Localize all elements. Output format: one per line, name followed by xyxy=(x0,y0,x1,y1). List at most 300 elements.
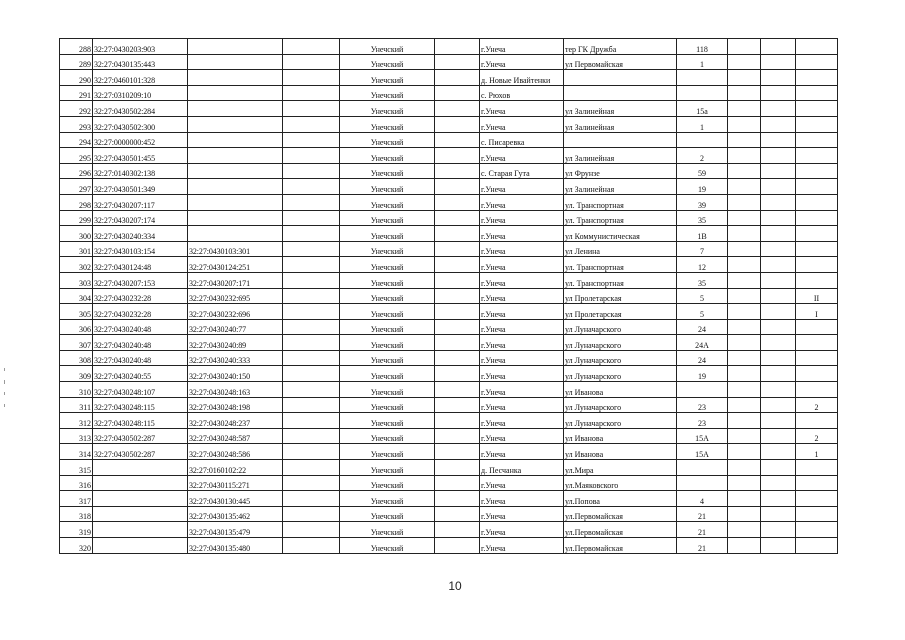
empty-cell xyxy=(728,350,761,366)
street-cell: ул Иванова xyxy=(564,382,677,398)
land-cadastral-number-cell: 32:27:0430232:28 xyxy=(93,304,188,320)
empty-cell xyxy=(761,522,796,538)
row-number-cell: 299 xyxy=(60,210,93,226)
row-number-cell: 315 xyxy=(60,460,93,476)
land-cadastral-number-cell: 32:27:0430207:153 xyxy=(93,272,188,288)
district-cell: Унечский xyxy=(340,288,435,304)
apartment-number-cell: 2 xyxy=(796,428,838,444)
empty-cell xyxy=(435,319,480,335)
house-number-cell: 19 xyxy=(677,179,728,195)
apartment-number-cell xyxy=(796,70,838,86)
district-cell: Унечский xyxy=(340,226,435,242)
district-cell: Унечский xyxy=(340,210,435,226)
locality-cell: г.Унеча xyxy=(480,319,564,335)
building-cadastral-number-cell xyxy=(188,132,283,148)
building-cadastral-number-cell: 32:27:0430115:271 xyxy=(188,475,283,491)
table-row xyxy=(60,428,838,444)
locality-cell: г.Унеча xyxy=(480,304,564,320)
empty-cell xyxy=(283,506,340,522)
building-cadastral-number-cell: 32:27:0430232:695 xyxy=(188,288,283,304)
empty-cell xyxy=(761,148,796,164)
apartment-number-cell xyxy=(796,39,838,55)
district-cell: Унечский xyxy=(340,444,435,460)
empty-cell xyxy=(761,54,796,70)
scan-margin-mark xyxy=(4,368,5,371)
table-row xyxy=(60,148,838,164)
building-cadastral-number-cell: 32:27:0430135:479 xyxy=(188,522,283,538)
apartment-number-cell xyxy=(796,54,838,70)
building-cadastral-number-cell: 32:27:0430240:89 xyxy=(188,335,283,351)
building-cadastral-number-cell xyxy=(188,163,283,179)
locality-cell: г.Унеча xyxy=(480,194,564,210)
table-row xyxy=(60,210,838,226)
empty-cell xyxy=(728,506,761,522)
row-number-cell: 312 xyxy=(60,413,93,429)
empty-cell xyxy=(728,101,761,117)
land-cadastral-number-cell: 32:27:0430240:48 xyxy=(93,335,188,351)
building-cadastral-number-cell: 32:27:0430248:198 xyxy=(188,397,283,413)
table-row xyxy=(60,39,838,55)
row-number-cell: 300 xyxy=(60,226,93,242)
building-cadastral-number-cell xyxy=(188,101,283,117)
empty-cell xyxy=(728,444,761,460)
locality-cell: г.Унеча xyxy=(480,241,564,257)
row-number-cell: 317 xyxy=(60,491,93,507)
table-row xyxy=(60,413,838,429)
locality-cell: г.Унеча xyxy=(480,101,564,117)
empty-cell xyxy=(761,70,796,86)
land-cadastral-number-cell: 32:27:0430240:48 xyxy=(93,350,188,366)
row-number-cell: 314 xyxy=(60,444,93,460)
empty-cell xyxy=(728,366,761,382)
house-number-cell: 23 xyxy=(677,413,728,429)
empty-cell xyxy=(435,241,480,257)
building-cadastral-number-cell xyxy=(188,210,283,226)
locality-cell: г.Унеча xyxy=(480,350,564,366)
empty-cell xyxy=(435,538,480,554)
row-number-cell: 310 xyxy=(60,382,93,398)
table-row xyxy=(60,257,838,273)
apartment-number-cell xyxy=(796,522,838,538)
empty-cell xyxy=(728,54,761,70)
empty-cell xyxy=(728,39,761,55)
house-number-cell: 4 xyxy=(677,491,728,507)
street-cell: ул.Первомайская xyxy=(564,538,677,554)
empty-cell xyxy=(728,132,761,148)
empty-cell xyxy=(283,397,340,413)
district-cell: Унечский xyxy=(340,257,435,273)
empty-cell xyxy=(435,444,480,460)
street-cell: ул Иванова xyxy=(564,444,677,460)
empty-cell xyxy=(435,397,480,413)
row-number-cell: 319 xyxy=(60,522,93,538)
apartment-number-cell xyxy=(796,148,838,164)
empty-cell xyxy=(761,460,796,476)
empty-cell xyxy=(728,179,761,195)
building-cadastral-number-cell xyxy=(188,148,283,164)
building-cadastral-number-cell xyxy=(188,179,283,195)
empty-cell xyxy=(435,54,480,70)
land-cadastral-number-cell: 32:27:0430248:107 xyxy=(93,382,188,398)
land-cadastral-number-cell: 32:27:0140302:138 xyxy=(93,163,188,179)
empty-cell xyxy=(283,116,340,132)
empty-cell xyxy=(435,522,480,538)
locality-cell: г.Унеча xyxy=(480,257,564,273)
empty-cell xyxy=(761,366,796,382)
district-cell: Унечский xyxy=(340,132,435,148)
table-row xyxy=(60,163,838,179)
locality-cell: г.Унеча xyxy=(480,288,564,304)
land-cadastral-number-cell: 32:27:0460101:328 xyxy=(93,70,188,86)
district-cell: Унечский xyxy=(340,350,435,366)
district-cell: Унечский xyxy=(340,460,435,476)
empty-cell xyxy=(435,413,480,429)
table-row xyxy=(60,506,838,522)
street-cell: ул. Транспортная xyxy=(564,257,677,273)
empty-cell xyxy=(283,101,340,117)
scan-margin-mark xyxy=(4,404,5,407)
empty-cell xyxy=(761,194,796,210)
apartment-number-cell xyxy=(796,382,838,398)
house-number-cell: 15А xyxy=(677,428,728,444)
empty-cell xyxy=(435,366,480,382)
street-cell: ул. Транспортная xyxy=(564,272,677,288)
empty-cell xyxy=(728,70,761,86)
row-number-cell: 288 xyxy=(60,39,93,55)
apartment-number-cell xyxy=(796,319,838,335)
apartment-number-cell xyxy=(796,257,838,273)
table-row xyxy=(60,319,838,335)
empty-cell xyxy=(283,491,340,507)
empty-cell xyxy=(435,226,480,242)
empty-cell xyxy=(283,132,340,148)
building-cadastral-number-cell xyxy=(188,85,283,101)
table-row xyxy=(60,304,838,320)
empty-cell xyxy=(728,319,761,335)
empty-cell xyxy=(761,272,796,288)
street-cell: ул. Транспортная xyxy=(564,210,677,226)
street-cell: ул Залинейная xyxy=(564,101,677,117)
row-number-cell: 304 xyxy=(60,288,93,304)
empty-cell xyxy=(728,226,761,242)
land-cadastral-number-cell: 32:27:0430203:903 xyxy=(93,39,188,55)
house-number-cell: 1В xyxy=(677,226,728,242)
land-cadastral-number-cell: 32:27:0430502:287 xyxy=(93,444,188,460)
district-cell: Унечский xyxy=(340,491,435,507)
locality-cell: г.Унеча xyxy=(480,538,564,554)
empty-cell xyxy=(435,194,480,210)
apartment-number-cell xyxy=(796,475,838,491)
empty-cell xyxy=(283,428,340,444)
empty-cell xyxy=(435,116,480,132)
building-cadastral-number-cell: 32:27:0430232:696 xyxy=(188,304,283,320)
street-cell: ул Первомайская xyxy=(564,54,677,70)
land-cadastral-number-cell: 32:27:0430240:334 xyxy=(93,226,188,242)
house-number-cell: 21 xyxy=(677,506,728,522)
street-cell: ул Луначарского xyxy=(564,319,677,335)
house-number-cell: 15А xyxy=(677,444,728,460)
row-number-cell: 290 xyxy=(60,70,93,86)
house-number-cell: 23 xyxy=(677,397,728,413)
district-cell: Унечский xyxy=(340,241,435,257)
empty-cell xyxy=(283,382,340,398)
table-row xyxy=(60,382,838,398)
locality-cell: г.Унеча xyxy=(480,506,564,522)
district-cell: Унечский xyxy=(340,475,435,491)
apartment-number-cell xyxy=(796,163,838,179)
empty-cell xyxy=(728,335,761,351)
page-number: 10 xyxy=(448,579,462,593)
empty-cell xyxy=(283,272,340,288)
district-cell: Унечский xyxy=(340,70,435,86)
row-number-cell: 298 xyxy=(60,194,93,210)
apartment-number-cell xyxy=(796,491,838,507)
empty-cell xyxy=(435,210,480,226)
district-cell: Унечский xyxy=(340,272,435,288)
row-number-cell: 301 xyxy=(60,241,93,257)
house-number-cell: 21 xyxy=(677,538,728,554)
street-cell xyxy=(564,70,677,86)
street-cell: ул Луначарского xyxy=(564,366,677,382)
table-row xyxy=(60,460,838,476)
row-number-cell: 306 xyxy=(60,319,93,335)
table-row xyxy=(60,132,838,148)
building-cadastral-number-cell: 32:27:0430124:251 xyxy=(188,257,283,273)
scan-margin-mark xyxy=(4,392,5,395)
district-cell: Унечский xyxy=(340,413,435,429)
district-cell: Унечский xyxy=(340,116,435,132)
street-cell xyxy=(564,132,677,148)
street-cell: ул Залинейная xyxy=(564,179,677,195)
empty-cell xyxy=(435,163,480,179)
empty-cell xyxy=(761,257,796,273)
locality-cell: г.Унеча xyxy=(480,210,564,226)
district-cell: Унечский xyxy=(340,101,435,117)
district-cell: Унечский xyxy=(340,335,435,351)
building-cadastral-number-cell: 32:27:0430103:301 xyxy=(188,241,283,257)
table-row xyxy=(60,475,838,491)
street-cell: ул Коммунистическая xyxy=(564,226,677,242)
land-cadastral-number-cell: 32:27:0430207:117 xyxy=(93,194,188,210)
empty-cell xyxy=(761,413,796,429)
empty-cell xyxy=(761,382,796,398)
locality-cell: г.Унеча xyxy=(480,475,564,491)
building-cadastral-number-cell: 32:27:0430248:163 xyxy=(188,382,283,398)
table-row xyxy=(60,116,838,132)
empty-cell xyxy=(728,428,761,444)
empty-cell xyxy=(283,460,340,476)
building-cadastral-number-cell: 32:27:0430240:150 xyxy=(188,366,283,382)
empty-cell xyxy=(435,101,480,117)
table-row xyxy=(60,226,838,242)
row-number-cell: 294 xyxy=(60,132,93,148)
empty-cell xyxy=(283,413,340,429)
street-cell: ул.Мира xyxy=(564,460,677,476)
row-number-cell: 293 xyxy=(60,116,93,132)
table-row xyxy=(60,85,838,101)
empty-cell xyxy=(761,132,796,148)
land-cadastral-number-cell xyxy=(93,475,188,491)
building-cadastral-number-cell xyxy=(188,39,283,55)
building-cadastral-number-cell: 32:27:0430248:586 xyxy=(188,444,283,460)
apartment-number-cell xyxy=(796,506,838,522)
building-cadastral-number-cell: 32:27:0430240:333 xyxy=(188,350,283,366)
empty-cell xyxy=(435,148,480,164)
empty-cell xyxy=(435,350,480,366)
land-cadastral-number-cell: 32:27:0430207:174 xyxy=(93,210,188,226)
empty-cell xyxy=(283,70,340,86)
row-number-cell: 295 xyxy=(60,148,93,164)
empty-cell xyxy=(761,288,796,304)
apartment-number-cell xyxy=(796,210,838,226)
empty-cell xyxy=(283,148,340,164)
locality-cell: с. Старая Гута xyxy=(480,163,564,179)
table-row xyxy=(60,538,838,554)
locality-cell: г.Унеча xyxy=(480,116,564,132)
table-row xyxy=(60,241,838,257)
house-number-cell xyxy=(677,382,728,398)
empty-cell xyxy=(728,522,761,538)
empty-cell xyxy=(728,257,761,273)
locality-cell: с. Писаревка xyxy=(480,132,564,148)
empty-cell xyxy=(283,194,340,210)
apartment-number-cell xyxy=(796,241,838,257)
house-number-cell: 19 xyxy=(677,366,728,382)
locality-cell: д. Новые Ивайтенки xyxy=(480,70,564,86)
house-number-cell: 35 xyxy=(677,272,728,288)
district-cell: Унечский xyxy=(340,366,435,382)
house-number-cell: 24А xyxy=(677,335,728,351)
building-cadastral-number-cell xyxy=(188,226,283,242)
locality-cell: д. Песчанка xyxy=(480,460,564,476)
street-cell: ул Залинейная xyxy=(564,148,677,164)
district-cell: Унечский xyxy=(340,148,435,164)
land-cadastral-number-cell: 32:27:0430248:115 xyxy=(93,413,188,429)
empty-cell xyxy=(283,538,340,554)
row-number-cell: 296 xyxy=(60,163,93,179)
house-number-cell xyxy=(677,460,728,476)
empty-cell xyxy=(435,382,480,398)
locality-cell: г.Унеча xyxy=(480,428,564,444)
empty-cell xyxy=(728,148,761,164)
house-number-cell: 1 xyxy=(677,54,728,70)
empty-cell xyxy=(761,304,796,320)
land-cadastral-number-cell: 32:27:0430502:287 xyxy=(93,428,188,444)
empty-cell xyxy=(761,335,796,351)
apartment-number-cell xyxy=(796,116,838,132)
house-number-cell: 39 xyxy=(677,194,728,210)
house-number-cell xyxy=(677,475,728,491)
locality-cell: г.Унеча xyxy=(480,444,564,460)
empty-cell xyxy=(435,460,480,476)
house-number-cell xyxy=(677,70,728,86)
street-cell: ул Пролетарская xyxy=(564,288,677,304)
row-number-cell: 313 xyxy=(60,428,93,444)
house-number-cell: 7 xyxy=(677,241,728,257)
empty-cell xyxy=(728,163,761,179)
table-row xyxy=(60,444,838,460)
land-cadastral-number-cell: 32:27:0430501:455 xyxy=(93,148,188,164)
building-cadastral-number-cell xyxy=(188,70,283,86)
empty-cell xyxy=(761,210,796,226)
apartment-number-cell xyxy=(796,179,838,195)
building-cadastral-number-cell xyxy=(188,54,283,70)
locality-cell: г.Унеча xyxy=(480,522,564,538)
empty-cell xyxy=(761,538,796,554)
empty-cell xyxy=(435,491,480,507)
table-row xyxy=(60,350,838,366)
row-number-cell: 311 xyxy=(60,397,93,413)
empty-cell xyxy=(728,475,761,491)
empty-cell xyxy=(761,241,796,257)
table-row xyxy=(60,272,838,288)
house-number-cell: 24 xyxy=(677,350,728,366)
row-number-cell: 309 xyxy=(60,366,93,382)
empty-cell xyxy=(283,288,340,304)
land-cadastral-number-cell: 32:27:0430103:154 xyxy=(93,241,188,257)
empty-cell xyxy=(761,491,796,507)
table-row xyxy=(60,70,838,86)
empty-cell xyxy=(728,241,761,257)
district-cell: Унечский xyxy=(340,194,435,210)
street-cell: ул Фрунзе xyxy=(564,163,677,179)
building-cadastral-number-cell: 32:27:0430135:480 xyxy=(188,538,283,554)
street-cell: ул.Попова xyxy=(564,491,677,507)
street-cell: ул.Первомайская xyxy=(564,506,677,522)
building-cadastral-number-cell: 32:27:0430135:462 xyxy=(188,506,283,522)
row-number-cell: 289 xyxy=(60,54,93,70)
house-number-cell: 118 xyxy=(677,39,728,55)
empty-cell xyxy=(728,85,761,101)
empty-cell xyxy=(283,350,340,366)
land-cadastral-number-cell: 32:27:0430240:55 xyxy=(93,366,188,382)
land-cadastral-number-cell: 32:27:0430502:300 xyxy=(93,116,188,132)
land-cadastral-number-cell: 32:27:0430135:443 xyxy=(93,54,188,70)
empty-cell xyxy=(435,70,480,86)
empty-cell xyxy=(761,116,796,132)
row-number-cell: 318 xyxy=(60,506,93,522)
house-number-cell: 15а xyxy=(677,101,728,117)
table-row xyxy=(60,366,838,382)
land-cadastral-number-cell: 32:27:0000000:452 xyxy=(93,132,188,148)
empty-cell xyxy=(761,397,796,413)
row-number-cell: 307 xyxy=(60,335,93,351)
empty-cell xyxy=(435,288,480,304)
apartment-number-cell xyxy=(796,194,838,210)
apartment-number-cell xyxy=(796,413,838,429)
district-cell: Унечский xyxy=(340,538,435,554)
building-cadastral-number-cell xyxy=(188,116,283,132)
locality-cell: г.Унеча xyxy=(480,413,564,429)
empty-cell xyxy=(728,304,761,320)
street-cell: тер ГК Дружба xyxy=(564,39,677,55)
empty-cell xyxy=(728,397,761,413)
row-number-cell: 303 xyxy=(60,272,93,288)
street-cell: ул Иванова xyxy=(564,428,677,444)
empty-cell xyxy=(728,194,761,210)
empty-cell xyxy=(283,522,340,538)
land-cadastral-number-cell: 32:27:0430501:349 xyxy=(93,179,188,195)
district-cell: Унечский xyxy=(340,382,435,398)
district-cell: Унечский xyxy=(340,522,435,538)
empty-cell xyxy=(283,179,340,195)
street-cell: ул Залинейная xyxy=(564,116,677,132)
empty-cell xyxy=(435,85,480,101)
district-cell: Унечский xyxy=(340,304,435,320)
empty-cell xyxy=(283,319,340,335)
empty-cell xyxy=(728,413,761,429)
empty-cell xyxy=(761,475,796,491)
